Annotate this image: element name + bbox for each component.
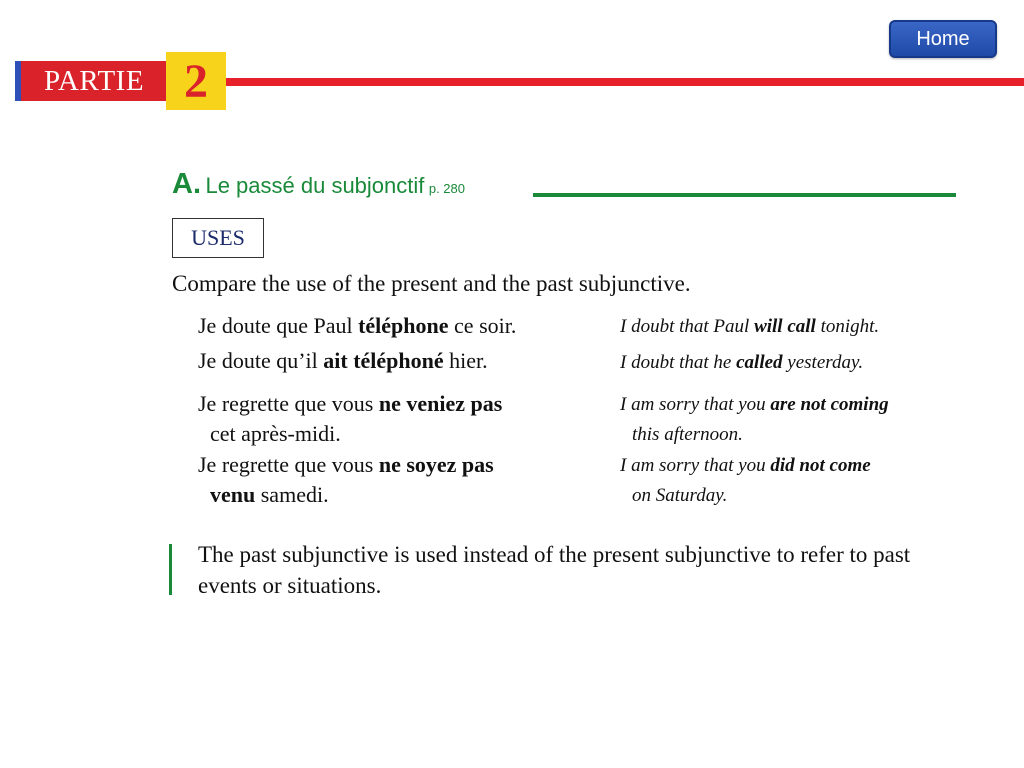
example-en-3 (620, 390, 889, 450)
example-en-4-bold: did not come (770, 455, 871, 476)
home-button[interactable]: Home (889, 20, 997, 58)
example-fr-2-end: hier. (443, 348, 488, 373)
example-fr-4 (198, 450, 494, 510)
title-rule (533, 193, 956, 197)
example-fr-4-bold-2: venu (210, 482, 256, 507)
example-fr-4-text: Je regrette que vous (198, 452, 379, 477)
example-fr-1-end: ce soir. (448, 313, 517, 338)
section-name: Le passé du subjonctif (205, 173, 425, 198)
uses-label: USES (172, 218, 264, 258)
example-en-2 (620, 348, 863, 378)
example-en-4 (620, 451, 871, 511)
example-fr-1-bold: téléphone (358, 313, 449, 338)
example-en-1-text: I doubt that Paul (620, 316, 755, 337)
example-en-3-text: I am sorry that you (620, 394, 771, 415)
example-fr-1-text: Je doute que Paul (198, 313, 359, 338)
intro-text: Compare the use of the present and the past subjunctive. (172, 271, 691, 296)
example-en-4-text: I am sorry that you (620, 455, 771, 476)
example-en-3-bold: are not coming (770, 394, 889, 415)
example-en-1 (620, 312, 879, 342)
example-fr-3-text: Je regrette que vous (198, 391, 379, 416)
partie-number: 2 (166, 52, 226, 110)
example-en-1-end: tonight. (815, 316, 880, 337)
example-fr-2-text: Je doute qu’il (198, 348, 324, 373)
example-en-2-end: yesterday. (782, 352, 864, 373)
example-fr-3-end: cet après-midi. (210, 421, 341, 446)
note-accent-bar (169, 544, 172, 595)
note-text: The past subjunctive is used instead of the present subjunctive to refer to past events or situations. (198, 542, 911, 598)
header-divider (224, 78, 1024, 86)
example-en-2-text: I doubt that he (620, 352, 737, 373)
example-fr-1 (198, 311, 516, 341)
example-en-4-end: on Saturday. (632, 485, 728, 506)
example-fr-2 (198, 346, 488, 376)
section-letter: A. (172, 168, 201, 200)
section-title (172, 168, 465, 201)
page-reference: p. 280 (428, 181, 465, 196)
example-fr-4-bold: ne soyez pas (378, 452, 494, 477)
example-en-2-bold: called (736, 352, 783, 373)
partie-label: PARTIE (21, 61, 167, 101)
example-fr-4-end: samedi. (255, 482, 329, 507)
example-en-3-end: this afternoon. (632, 424, 743, 445)
partie-accent (15, 61, 21, 101)
example-fr-2-bold: ait téléphoné (323, 348, 444, 373)
example-fr-3-bold: ne veniez pas (378, 391, 503, 416)
example-en-1-bold: will call (754, 316, 816, 337)
example-fr-3 (198, 389, 502, 449)
